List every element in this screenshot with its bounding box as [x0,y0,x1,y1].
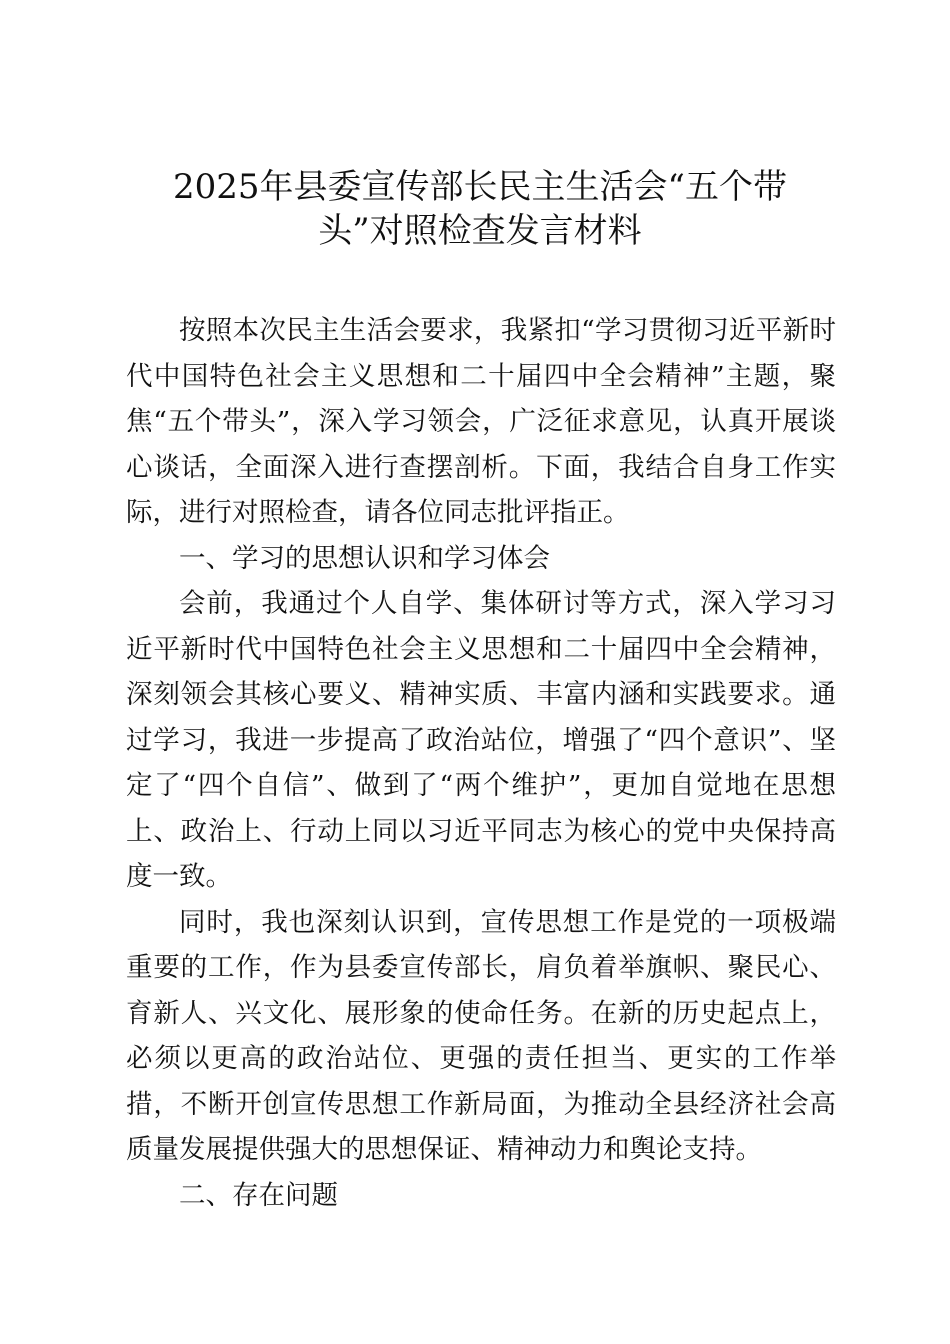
section-1-paragraph-2: 同时，我也深刻认识到，宣传思想工作是党的一项极端重要的工作，作为县委宣传部长，肩负着举旗帜、聚民心、育新人、兴文化、展形象的使命任务。在新的历史起点上，必须以更高的政治站位、更强的责任担当、更实的工作举措，不断开创宣传思想工作新局面，为推动全县经济社会高质量发展提供强大的思想保证、精神动力和舆论支持。 [126,906,836,1165]
section-1-heading: 一、学习的思想认识和学习体会 [179,542,550,574]
section-1-paragraph-1: 会前，我通过个人自学、集体研讨等方式，深入学习习近平新时代中国特色社会主义思想和二十届四中全会精神，深刻领会其核心要义、精神实质、丰富内涵和实践要求。通过学习，我进一步提高了政治站位，增强了“四个意识”、坚定了“四个自信”、做到了“两个维护”，更加自觉地在思想上、政治上、行动上同以习近平同志为核心的党中央保持高度一致。 [126,588,836,892]
document-body [126,308,836,1218]
document-title [120,165,840,253]
title-line-1: 2025年县委宣传部长民主生活会“五个带 [173,167,787,207]
title-line-2: 头”对照检查发言材料 [318,211,642,251]
intro-paragraph: 按照本次民主生活会要求，我紧扣“学习贯彻习近平新时代中国特色社会主义思想和二十届四中全会精神”主题，聚焦“五个带头”，深入学习领会，广泛征求意见，认真开展谈心谈话，全面深入进行查摆剖析。下面，我结合自身工作实际，进行对照检查，请各位同志批评指正。 [126,315,836,528]
section-2-heading: 二、存在问题 [179,1179,338,1211]
